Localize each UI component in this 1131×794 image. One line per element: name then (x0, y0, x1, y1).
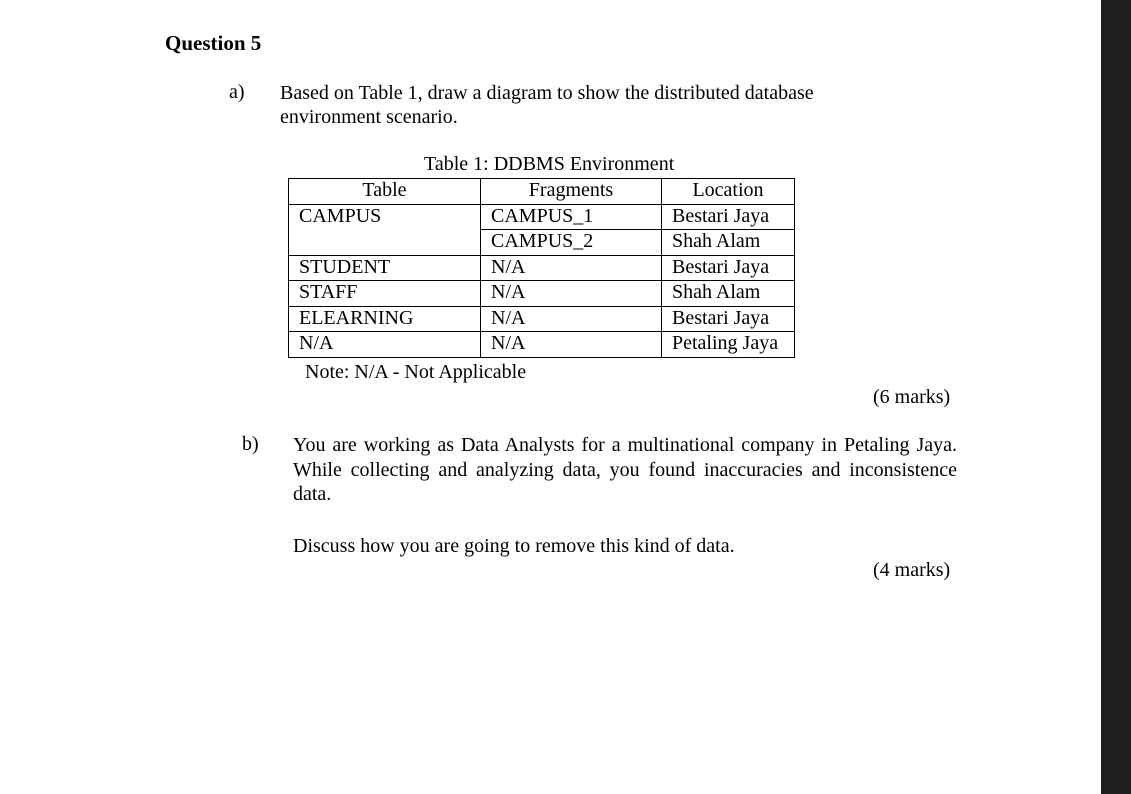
part-b-paragraph1: You are working as Data Analysts for a multinational company in Petaling Jaya. While collecting and analyzing data, you found inaccuracies and inconsistence data. (293, 434, 957, 505)
cell-location: Bestari Jaya (662, 255, 795, 281)
cell-location: Shah Alam (662, 281, 795, 307)
part-a-label: a) (229, 81, 245, 103)
table-row (289, 230, 795, 256)
header-table: Table (289, 179, 481, 205)
table-row (289, 306, 795, 332)
table-note: Note: N/A - Not Applicable (305, 361, 527, 383)
part-b-marks: (4 marks) (873, 559, 951, 581)
part-a-marks: (6 marks) (873, 386, 951, 408)
part-b-label: b) (242, 433, 259, 455)
cell-fragment: CAMPUS_1 (481, 204, 662, 230)
cell-fragment: N/A (481, 255, 662, 281)
cell-fragment: N/A (481, 281, 662, 307)
cell-location: Petaling Jaya (662, 332, 795, 358)
table-row (289, 332, 795, 358)
cell-table: CAMPUS (289, 204, 481, 230)
header-location: Location (662, 179, 795, 205)
window-edge (1101, 0, 1131, 794)
cell-location: Bestari Jaya (662, 204, 795, 230)
cell-table: STUDENT (289, 255, 481, 281)
cell-table (289, 230, 481, 256)
table-header-row (289, 179, 795, 205)
cell-table: ELEARNING (289, 306, 481, 332)
table-row (289, 281, 795, 307)
cell-fragment: N/A (481, 306, 662, 332)
cell-location: Bestari Jaya (662, 306, 795, 332)
cell-table: N/A (289, 332, 481, 358)
cell-fragment: CAMPUS_2 (481, 230, 662, 256)
ddbms-table (288, 178, 795, 358)
part-b-paragraph2: Discuss how you are going to remove this kind of data. (293, 535, 735, 557)
part-a-text-line1: Based on Table 1, draw a diagram to show the distributed database (280, 82, 814, 104)
table-caption: Table 1: DDBMS Environment (424, 153, 675, 175)
cell-location: Shah Alam (662, 230, 795, 256)
cell-fragment: N/A (481, 332, 662, 358)
part-a-text-line2: environment scenario. (280, 106, 458, 128)
table-row (289, 255, 795, 281)
header-fragments: Fragments (481, 179, 662, 205)
cell-table: STAFF (289, 281, 481, 307)
table-row (289, 204, 795, 230)
question-title: Question 5 (165, 31, 262, 55)
